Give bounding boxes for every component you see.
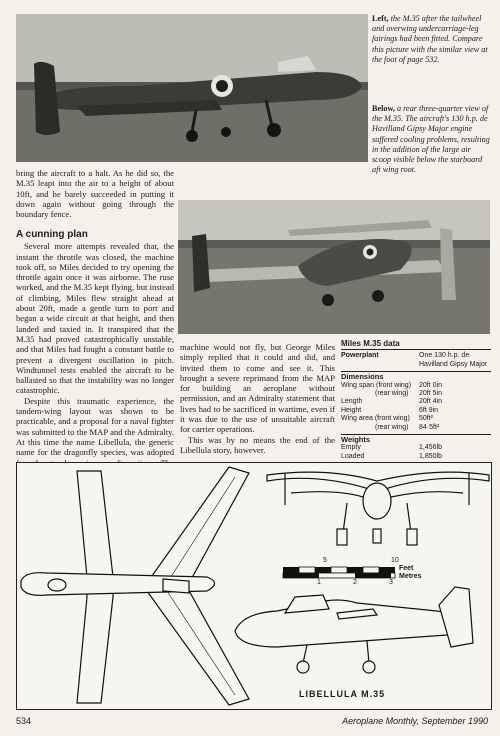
spec-box xyxy=(341,340,491,474)
spec-value: 50ft² xyxy=(419,415,434,423)
spec-title: Miles M.35 data xyxy=(341,340,491,350)
spec-key: Wing area (front wing) xyxy=(341,415,410,423)
spec-value: 84·5ft² xyxy=(419,423,440,431)
spec-key: Empty xyxy=(341,444,361,452)
scale-bottom-1: 1 xyxy=(317,579,321,586)
drawing-label: LIBELLULA M.35 xyxy=(299,689,386,699)
paragraph-3: machine would not fly, but George Miles simply replied that it could and did, and invited them to come and see it. This brought a severe reprimand from the MAP for building an aeroplane without permission, and an Admiralty statement that lives had to be sacrificed in wartime, even if it was due to the use of unsuitable aircraft for carrier operations. xyxy=(180,342,335,435)
paragraph-4: This was by no means the end of the Libellula story, however. xyxy=(180,434,335,455)
caption-mid xyxy=(372,104,490,175)
scale-top-10: 10 xyxy=(391,557,399,564)
caption-top xyxy=(372,14,490,65)
caption-mid-text: a rear three-quarter view of the M.35. The aircraft's 130 h.p. de Havilland Gipsy Major engine suffered cooling problems, resulting in the addition of the large air scoop visible below the starboard aft wing root. xyxy=(372,104,490,175)
photo-m35-rear xyxy=(178,200,490,334)
paragraph-lead: bring the aircraft to a halt. As he did so, the M.35 leapt into the air to a height of about 10ft, and he barely succeeded in putting it down again without going through the boundary fence. xyxy=(16,168,174,220)
three-view-drawing xyxy=(16,462,492,710)
spec-value: 20ft 0in xyxy=(419,381,442,389)
spec-row-powerplant xyxy=(341,352,491,369)
photo-m35-side xyxy=(16,14,368,162)
spec-key: Wing span (front wing) xyxy=(341,381,412,389)
section-heading: A cunning plan xyxy=(16,229,88,240)
scale-bottom-2: 2 xyxy=(353,579,357,586)
column-1 xyxy=(16,230,174,478)
magazine-credit: Aeroplane Monthly, September 1990 xyxy=(342,716,488,726)
page-number: 534 xyxy=(16,716,32,726)
caption-top-text: the M.35 after the tailwheel and overwing undercarriage-leg fairings had been fitted. Compare this picture with the similar view at the foot of page 532. xyxy=(372,14,488,64)
caption-mid-lead: Below, xyxy=(372,104,395,113)
paragraph-1: Several more attempts revealed that, the instant the throttle was closed, the machine took off, so Miles decided to try opening the throttle again once it was airborne. The ruse worked, and the M.35 kept flying, but instead of climbing, Miles flew straight ahead at about 20ft, made a gentle turn to port and began a wide circuit at that height, and then landed and taxied in. It transpired that the M.35 had proved catastrophically unstable, and that Miles had fought a constant battle to prevent a divergent oscillation in pitch. Windtunnel tests enabled the aircraft to be ballasted so that the instability was no longer catastrophic. xyxy=(16,241,174,396)
spec-value: One 130 h.p. de Havilland Gipsy Major xyxy=(419,352,488,368)
scale-bar xyxy=(283,567,395,578)
spec-key: Length xyxy=(341,398,363,406)
spec-value: 20ft 4in xyxy=(419,398,442,406)
spec-key: Powerplant xyxy=(341,352,379,360)
spec-key: Loaded xyxy=(341,452,365,460)
spec-value: 1,456lb xyxy=(419,444,442,452)
scale-feet: Feet xyxy=(399,565,414,572)
spec-dimensions: Dimensions xyxy=(341,371,491,381)
spec-key: (rear wing) xyxy=(375,390,409,398)
spec-value: 20ft 5in xyxy=(419,390,442,398)
drawing-svg xyxy=(17,463,491,709)
spec-value: 1,850lb xyxy=(419,452,442,460)
spec-key: (rear wing) xyxy=(375,423,409,431)
spec-value: 6ft 9in xyxy=(419,406,439,414)
spec-key: Height xyxy=(341,406,362,414)
caption-top-lead: Left, xyxy=(372,14,389,23)
scale-bottom-3: 3 xyxy=(389,579,393,586)
column-1-top xyxy=(16,168,174,219)
scale-top-5: 5 xyxy=(323,557,327,564)
scale-metres: Metres xyxy=(399,573,422,580)
spec-weights: Weights xyxy=(341,434,491,444)
paragraph-2: Despite this traumatic experience, the tandem-wing layout was shown to be practicable, and a proposal for a naval fighter was submitted to the MAP and the Admiralty. At this time the name Libellula, the generic name for the dragonfly species, was adopted xyxy=(16,395,174,458)
